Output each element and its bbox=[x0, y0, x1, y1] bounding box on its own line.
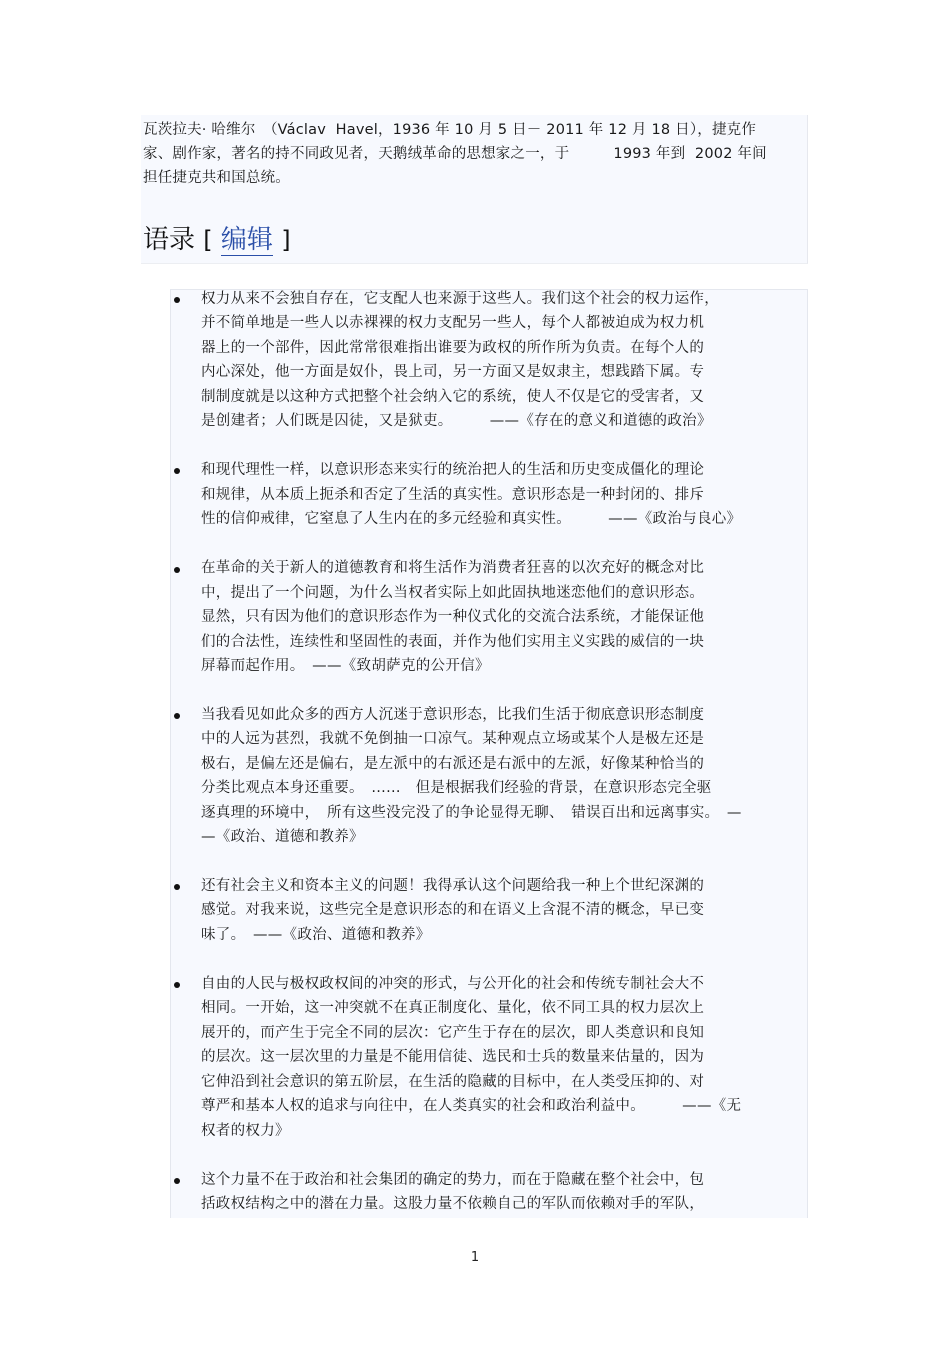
section-heading bbox=[143, 222, 291, 258]
quote-line: 是创建者；人们既是囚徒，又是狱吏。 ——《存在的意义和道德的政治》 bbox=[201, 413, 712, 429]
quote-line: 逐真理的环境中， 所有这些没完没了的争论显得无聊、 错误百出和远离事实。 — bbox=[201, 805, 742, 821]
bullet-icon bbox=[174, 567, 180, 573]
quote-line: 相同。一开始，这一冲突就不在真正制度化、量化，依不同工具的权力层次上 bbox=[201, 1000, 705, 1016]
quote-line: 自由的人民与极权政权间的冲突的形式，与公开化的社会和传统专制社会大不 bbox=[201, 976, 705, 992]
intro-line: 瓦茨拉夫· 哈维尔 （Václav Havel，1936 年 10 月 5 日－ 2011 年 12 月 18 日），捷克作 bbox=[143, 122, 757, 138]
quote-line: 味了。 ——《政治、道德和教养》 bbox=[201, 927, 431, 943]
quote-line: 感觉。对我来说，这些完全是意识形态的和在语义上含混不清的概念，早已变 bbox=[201, 902, 705, 918]
quote-line: 和规律，从本质上扼杀和否定了生活的真实性。意识形态是一种封闭的、排斥 bbox=[201, 487, 705, 503]
quote-line: 在革命的关于新人的道德教育和将生活作为消费者狂喜的以次充好的概念对比 bbox=[201, 560, 705, 576]
quote-line: 的层次。这一层次里的力量是不能用信徒、选民和士兵的数量来估量的，因为 bbox=[201, 1049, 705, 1065]
quote-line: 展开的，而产生于完全不同的层次：它产生于存在的层次，即人类意识和良知 bbox=[201, 1025, 705, 1041]
quote-line: —《政治、道德和教养》 bbox=[201, 829, 364, 845]
quote-line: 屏幕而起作用。 ——《致胡萨克的公开信》 bbox=[201, 658, 490, 674]
quote-line: 器上的一个部件，因此常常很难指出谁要为政权的所作所为负责。在每个人的 bbox=[201, 340, 705, 356]
quote-line: 内心深处，他一方面是奴仆，畏上司，另一方面又是奴隶主，想践踏下属。专 bbox=[201, 364, 705, 380]
section-title: 语录 bbox=[143, 225, 196, 255]
quote-line: 还有社会主义和资本主义的问题！我得承认这个问题给我一种上个世纪深渊的 bbox=[201, 878, 705, 894]
edit-link[interactable]: 编辑 bbox=[220, 225, 273, 255]
quote-line: 权者的权力》 bbox=[201, 1123, 290, 1139]
quote-line: 这个力量不在于政治和社会集团的确定的势力，而在于隐藏在整个社会中，包 bbox=[201, 1172, 705, 1188]
bullet-icon bbox=[174, 1178, 180, 1184]
quote-line: 权力从来不会独自存在，它支配人也来源于这些人。我们这个社会的权力运作， bbox=[201, 291, 719, 307]
bullet-icon bbox=[174, 982, 180, 988]
quote-line: 极右，是偏左还是偏右，是左派中的右派还是右派中的左派，好像某种恰当的 bbox=[201, 756, 705, 772]
intro-line: 担任捷克共和国总统。 bbox=[143, 170, 290, 186]
edit-bracket-close: ] bbox=[281, 226, 291, 254]
page-number: 1 bbox=[470, 1250, 480, 1265]
quote-line: 尊严和基本人权的追求与向往中，在人类真实的社会和政治利益中。 ——《无 bbox=[201, 1098, 742, 1114]
bullet-icon bbox=[174, 884, 180, 890]
bullet-icon bbox=[174, 713, 180, 719]
quote-line: 并不简单地是一些人以赤裸裸的权力支配另一些人，每个人都被迫成为权力机 bbox=[201, 315, 705, 331]
quote-line: 性的信仰戒律，它窒息了人生内在的多元经验和真实性。 ——《政治与良心》 bbox=[201, 511, 742, 527]
quote-line: 中，提出了一个问题，为什么当权者实际上如此固执地迷恋他们的意识形态。 bbox=[201, 585, 705, 601]
intro-line: 家、剧作家，著名的持不同政见者，天鹅绒革命的思想家之一，于 1993 年到 2002 年间 bbox=[143, 146, 767, 162]
quote-line: 和现代理性一样，以意识形态来实行的统治把人的生活和历史变成僵化的理论 bbox=[201, 462, 705, 478]
quote-line: 分类比观点本身还重要。 ...... 但是根据我们经验的背景，在意识形态完全驱 bbox=[201, 780, 712, 796]
quote-line: 它伸沿到社会意识的第五阶层，在生活的隐藏的目标中，在人类受压抑的、对 bbox=[201, 1074, 705, 1090]
quote-line: 制制度就是以这种方式把整个社会纳入它的系统，使人不仅是它的受害者，又 bbox=[201, 389, 705, 405]
quote-line: 括政权结构之中的潜在力量。这股力量不依赖自己的军队而依赖对手的军队， bbox=[201, 1196, 705, 1212]
quote-line: 显然，只有因为他们的意识形态作为一种仪式化的交流合法系统，才能保证他 bbox=[201, 609, 705, 625]
bullet-icon bbox=[174, 468, 180, 474]
quote-line: 当我看见如此众多的西方人沉迷于意识形态，比我们生活于彻底意识形态制度 bbox=[201, 707, 705, 723]
quote-line: 们的合法性，连续性和坚固性的表面，并作为他们实用主义实践的威信的一块 bbox=[201, 634, 705, 650]
quote-line: 中的人远为甚烈，我就不免倒抽一口凉气。某种观点立场或某个人是极左还是 bbox=[201, 731, 705, 747]
edit-bracket-open: [ bbox=[203, 226, 213, 254]
bullet-icon bbox=[174, 297, 180, 303]
